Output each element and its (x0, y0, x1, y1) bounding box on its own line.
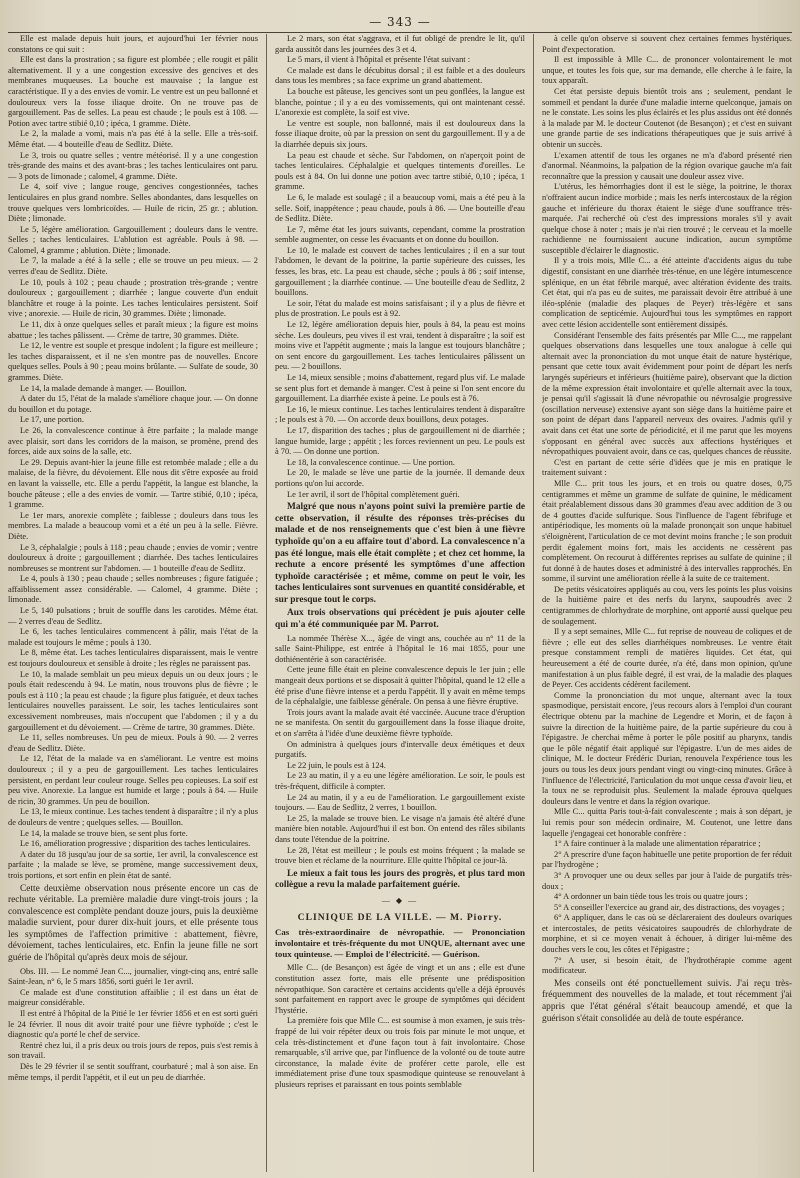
section-ornament: — ◆ — (381, 895, 419, 905)
page-number: — 343 — (369, 15, 431, 29)
paragraph: Le 18, la convalescence continue. — Une portion. (287, 457, 455, 467)
paragraph: Il est entré à l'hôpital de la Pitié le 1er février 1856 et en est sorti guéri le 24 février. Il nous dit avoir traité pour une fièvre typhoïde ; c'est le diagnostic qu'a porté le chef de service. (8, 1009, 258, 1040)
column-2 (275, 34, 525, 1172)
column-divider (266, 34, 267, 1172)
paragraph: Mlle C... (de Besançon) est âgée de vingt et un ans ; elle est d'une constitution assez forte, mais elle présente une prédisposition névropathique. Son caractère et certains accidents qu'elle a déjà éprouvés sont parfaitement en rapport avec le groupe de symptômes qui décident l'hystérie. (275, 963, 525, 1015)
paragraph: Le 13, le mieux continue. Les taches tendent à disparaître ; il n'y a plus de douleurs de ventre ; quelques selles. — Bouillon. (8, 807, 258, 827)
paragraph: La bouche est pâteuse, les gencives sont un peu gonflées, la langue est blanche, pointue ; il y a eu des vomissements, qui ont maintenant cessé. L'anorexie est complète, la soif est vive. (275, 86, 525, 118)
paragraph: Dès le 29 février il se sentit souffrant, courbaturé ; mal à son aise. En même temps, il perdit l'appétit, et il eut un peu de diarrhée. (8, 1062, 258, 1082)
paragraph: Le 26, la convalescence continue à être parfaite ; la malade mange avec plaisir, sort dans les corridors de la maison, se promène, prend des forces, aide aux soins de la salle, etc. (8, 425, 258, 457)
paragraph: A dater du 18 jusqu'au jour de sa sortie, 1er avril, la convalescence est parfaite ; la malade se lève, se promène, mange successivement deux, trois portions, et sort enfin en plein état de santé. (8, 849, 258, 880)
paragraph: Cette jeune fille était en pleine convalescence depuis le 1er juin ; elle mangeait deux portions et se disposait à quitter l'hôpital, quand le 12 elle a été prise d'une fièvre intense et a perdu l'appétit. Il y avait en même temps de la céphalalgie, une faiblesse générale. On pensa à une fièvre éruptive. (275, 665, 525, 707)
paragraph: Le 7, la malade a été à la selle ; elle se trouve un peu mieux. — 2 verres d'eau de Sedlitz. Diète. (8, 256, 258, 277)
paragraph: Le 20, le malade se lève une partie de la journée. Il demande deux portions qu'on lui accorde. (275, 468, 525, 488)
paragraph: Le 29. Depuis avant-hier la jeune fille est retombée malade ; elle a du malaise, de la fièvre, du dévoiement. Elle nous dit s'être exposée au froid en lavant la vaisselle, etc. Elle a perdu l'appétit, la langue est blanche, la bouche pâteuse ; elle a des envies de vomir. — Tartre stibié, 0,10 ; ipéca, 1 gramme. (8, 457, 258, 510)
paragraph: Le 17, disparition des taches ; plus de gargouillement ni de diarrhée ; langue humide, large ; appétit ; les forces reviennent un peu. Le pouls est à 70. — On donne une portion. (275, 425, 525, 457)
paragraph: On administra à quelques jours d'intervalle deux émétiques et deux purgatifs. (275, 739, 525, 760)
paragraph: Le 2, la malade a vomi, mais n'a pas été à la selle. Elle a très-soif. Même état. — 4 bouteille d'eau de Sedlitz. Diète. (8, 129, 258, 149)
paragraph: Malgré que nous n'ayons point suivi la première partie de cette observation, il résulte des réponses très-précises du malade et de nos renseignements que c'est bien à une fièvre typhoïde qu'on a eu affaire tout d'abord. La convalescence n'a pas été longue, mais elle était complète ; et chez cet homme, la rechute a encore présenté les symptômes d'une affection typhoïde caractérisée ; et même, comme on peut le voir, les taches lenticulaires sont survenues en quantité considérable, et sur presque tout le corps. (275, 502, 525, 605)
paragraph: Le 14, la malade se trouve bien, se sent plus forte. (20, 828, 188, 838)
paragraph: Mlle C... prit tous les jours, et en trois ou quatre doses, 0,75 centigrammes et même un gramme de sulfate de quinine, le médicament était préalablement dissous dans 30 grammes d'eau avec addition de 3 ou de 4 gouttes d'acide sulfurique. Sous l'influence de l'agent fébrifuge et antipériodique, les moments où la malade prononçait son unque habituel s'éloignèrent, l'articulation de ce mot devint moins franche ; le son produit perdit également moins fort, mais les accidents ne cessèrent pas complètement. On recourut à différentes reprises au sulfate de quinine ; il fut donné à de hautes doses et administré à des intervalles rapprochés. En somme, il survint une amélioration réelle à la suite de ce traitement. (542, 478, 792, 584)
section-subtitle: Cas très-extraordinaire de névropathie. — Prononciation involontaire et très-fréquente du mot UNQUE, alternant avec une toux quinteuse. — Emploi de l'électricité. — Guérison. (275, 927, 525, 959)
header-rule (8, 32, 792, 33)
paragraph: Le 11, dix à onze quelques selles et paraît mieux ; la figure est moins abattue ; les taches pâlissent. — Crème de tartre, 30 grammes. Diète. (8, 320, 258, 340)
paragraph: Le 1er avril, il sort de l'hôpital complètement guéri. (287, 489, 460, 499)
paragraph: L'utérus, les hémorrhagies dont il est le siège, la poitrine, le thorax n'offraient aucun indice morbide ; mais les nerfs intercostaux de la région gauche et inférieure du thorax étaient le siège d'une souffrance très-marquée. J'ai recherché où c'est des impressions morales s'il y avait quelque chose à noter ; mais je n'ai rien trouvé ; le cerveau et la moelle rachidienne ne fournissaient aucune indication, aucun symptôme susceptible d'éclairer le diagnostic. (542, 182, 792, 255)
paragraph: Le 6, les taches lenticulaires commencent à pâlir, mais l'état de la malade est toujours le même ; pouls à 130. (8, 627, 258, 647)
paragraph: Mes conseils ont été ponctuellement suivis. J'ai reçu très-fréquemment des nouvelles de la malade, et tout récemment j'ai appris que l'état général s'était beaucoup amendé, et que la guérison s'était consolidée au delà de toute espérance. (542, 978, 792, 1024)
paragraph: Le 1er mars, anorexie complète ; faiblesse ; douleurs dans tous les membres. La malade a beaucoup vomi et a été un peu à la selle. Fièvre. Diète. (8, 510, 258, 541)
paragraph: Considérant l'ensemble des faits présentés par Mlle C..., me rappelant quelques observations dans lesquelles une toux analogue à celle qui alternait avec la prononciation du mot unque était de nature hystérique, pensant que cette toux avait évidemment pour point de départ les nerfs laryngés supérieurs et inférieurs (huitième paire), observant que la diction de la même expression était involontaire et qu'elle alternait avec la toux, je pensai qu'il s'agissait là d'une névropathie ou névrosalgie progressive (oscillation nerveuse) extensive ayant son siège dans la huitième paire et son point de départ dans l'appareil nerveux des ovaires. J'admis qu'il y avait dans cet état une sorte de périodicité, et il me parut que les moyens s'opposant en général avec succès aux affections hystériques et névropathiques pouvaient avoir, dans ce cas, quelques chances de réussite. (542, 330, 792, 457)
column-3 (542, 34, 792, 1172)
paragraph: 6° A appliquer, dans le cas où se déclareraient des douleurs ovariques et intercostales, de petits vésicatoires saupoudrés de chlorhydrate de morphine, et si ce moyen venait à échouer, à diriger lui-même des douches vers le cou, les côtes et l'épigastre ; (542, 913, 792, 955)
paragraph: Cet état persiste depuis bientôt trois ans ; seulement, pendant le sommeil et pendant la durée d'une maladie interne quelconque, jamais on ne le constate. Les soins les plus éclairés et les plus assidus ont été donnés à la malade par M. le docteur Coutenot (de Besançon) ; et c'est en suivant une grande partie de ses indications thérapeutiques que je suis arrivé à obtenir un succès. (542, 86, 792, 149)
paragraph: Le 5, 140 pulsations ; bruit de souffle dans les carotides. Même état. — 2 verres d'eau de Sedlitz. (8, 606, 258, 626)
paragraph: Mlle C... quitta Paris tout-à-fait convalescente ; mais à son départ, je lui remis pour son médecin ordinaire, M. Coutenot, une lettre dans laquelle j'engageai cet honorable confrère : (542, 807, 792, 838)
paragraph: Le 16, amélioration progressive ; disparition des taches lenticulaires. (20, 839, 251, 849)
paragraph: Ce malade est dans le décubitus dorsal ; il est faible et a des douleurs dans tous les membres ; sa face exprime un grand abattement. (275, 65, 525, 86)
paragraph: Il y a trois mois, Mlle C... a été atteinte d'accidents aigus du tube digestif, consistant en une diarrhée très-ténue, en une légère intumescence splénique, en un état fébrile marqué, avec altération évidente des traits. Cet état, qui n'a pas eu de suites, me paraissait devoir être attribué à une iléo-splénie (maladie des plaques de Peyer) très-légère et sans complication de septicémie. Aujourd'hui tous les symptômes en rapport avec cette lésion accidentelle sont entièrement dissipés. (542, 256, 792, 330)
paragraph: La peau est chaude et sèche. Sur l'abdomen, on n'aperçoit point de taches lenticulaires. Céphalalgie et quelques tintements d'oreilles. Le pouls est à 84. On lui donne une potion avec tartre stibié, 0,10 ; ipéca, 1 gramme. (275, 150, 525, 192)
paragraph: 7° A user, si besoin était, de l'hydrothérapie comme agent modificateur. (542, 955, 792, 976)
paragraph: Le 6, le malade est soulagé ; il a beaucoup vomi, mais a été peu à la selle. Soif, inappétence ; peau chaude, pouls à 86. — Une bouteille d'eau de Sedlitz. Diète. (275, 192, 525, 224)
paragraph: Rentré chez lui, il a pris deux ou trois jours de repos, puis s'est remis à son travail. (8, 1040, 258, 1061)
paragraph: Le 16, le mieux continue. Les taches lenticulaires tendent à disparaître ; le pouls est à 70. — On accorde deux bouillons, deux potages. (275, 404, 525, 425)
paragraph: C'est en partant de cette série d'idées que je mis en pratique le traitement suivant : (542, 457, 792, 478)
paragraph: Le 28, l'état est meilleur ; le pouls est moins fréquent ; la malade se trouve bien et réclame de la nourriture. Elle quitte l'hôpital ce jour-là. (275, 845, 525, 866)
column-1 (8, 34, 258, 1172)
paragraph: Le 25, la malade se trouve bien. Le visage n'a jamais été altéré d'une manière bien notable. Aujourd'hui il est bon. On entend des râles sibilants dans toute l'étendue de la poitrine. (275, 813, 525, 844)
paragraph: Le 11, selles nombreuses. Un peu de mieux. Pouls à 90. — 2 verres d'eau de Sedlitz. Diète. (8, 733, 258, 753)
column-divider (533, 34, 534, 1172)
paragraph: Le 24 au matin, il y a eu de l'amélioration. Le gargouillement existe toujours. — Eau de Sedlitz, 2 verres, 1 bouillon. (275, 792, 525, 813)
paragraph: 5° A conseiller l'exercice au grand air, des distractions, des voyages ; (554, 902, 785, 912)
paragraph: Le mieux a fait tous les jours des progrès, et plus tard mon collègue a revu la malade parfaitement guérie. (275, 868, 525, 891)
paragraph: Le soir, l'état du malade est moins satisfaisant ; il y a plus de fièvre et plus de prostration. Le pouls est à 92. (275, 298, 525, 319)
paragraph: Comme la prononciation du mot unque, alternant avec la toux spasmodique, persistait encore, j'eus recours alors à l'emploi d'un courant électrique obtenu par la machine de Legendre et Morin, et de façon à suivre la direction de la huitième paire, de la partie supérieure du cou à l'épigastre. Je cherchai même à porter le pôle positif au pharynx, tandis que le pôle négatif était appliqué sur l'épigastre. L'un de mes aides de clinique, M. le docteur Frédéric Durian, renouvela l'expérience tous les jours ou tous les deux jours pendant vingt ou vingt-cinq minutes. Grâce à l'influence de l'électricité, l'articulation du mot unque cessa d'avoir lieu, et la toux ne se reproduisit plus. Seulement la malade éprouva quelques douleurs dans le ventre et dans la région ovarique. (542, 690, 792, 806)
paragraph: 4° A ordonner un bain tiède tous les trois ou quatre jours ; (554, 892, 748, 902)
paragraph: Le 10, le malade est couvert de taches lenticulaires ; il en a sur tout l'abdomen, le devant de la poitrine, la partie supérieure des cuisses, les fesses, les bras, etc. La peau est chaude, sèche ; pouls à 86 ; soif intense, gargouillement ; la diarrhée continue. — Une bouteille d'eau de Sedlitz, 2 bouillons. (275, 245, 525, 298)
paragraph: Trois jours avant la malade avait été vaccinée. Aucune trace d'éruption ne se manifesta. On sentit du gargouillement dans la fosse iliaque droite, et on s'arrêta à l'idée d'une deuxième fièvre typhoïde. (275, 707, 525, 738)
paragraph: Le 10, la malade semblait un peu mieux depuis un ou deux jours ; le pouls était redescendu à 94. Le matin, nous trouvons plus de fièvre ; le pouls est à 110 ; la peau est chaude ; la figure plus fatiguée, et deux taches lenticulaires nouvelles paraissent. Le soir, les taches lenticulaires sont excessivement nombreuses, mais n'occupent que l'abdomen ; il y a du gargouillement et du dévoiement. — Crème de tartre, 30 grammes. Diète. (8, 669, 258, 732)
paragraph: Le 17, une portion. (20, 415, 84, 425)
paragraph: Elle est malade depuis huit jours, et aujourd'hui 1er février nous constatons ce qui suit : (8, 34, 258, 54)
paragraph: 3° A provoquer une ou deux selles par jour à l'aide de purgatifs très-doux ; (542, 870, 792, 891)
paragraph: 1° A faire continuer à la malade une alimentation réparatrice ; (554, 839, 761, 849)
paragraph: La première fois que Mlle C... est soumise à mon examen, je suis très-frappé de lui voir répéter deux ou trois fois par minute le mot unque, et cela très-distinctement et d'une façon tout à fait involontaire. Chose remarquable, s'il arrive que, par l'influence de la volonté ou de toute autre circonstance, la malade évite de proférer cette parole, elle est immédiatement prise d'une toux spasmodique quinteuse se renouvelant à plusieurs reprises et paraissant en tous points semblable (275, 1016, 525, 1090)
paragraph: Il y a sept semaines, Mlle C... fut reprise de nouveau de coliques et de fièvre ; elle eut des selles diarrhéiques nombreuses. Le ventre était presque constamment rempli de matières liquides. Cet état, qui heureusement a été de courte durée, n'a été, dans mon opinion, qu'une manifestation à un plus faible degré, il est vrai, de la maladie des plaques de Peyer. Ces accidents cédèrent facilement. (542, 627, 792, 690)
paragraph: Le 2 mars, son état s'aggrava, et il fut obligé de prendre le lit, qu'il garda aussitôt dans les journées des 3 et 4. (275, 34, 525, 54)
paragraph: Le 23 au matin, il y a eu une légère amélioration. Le soir, le pouls est très-fréquent, difficile à compter. (275, 771, 525, 791)
text-columns (8, 34, 792, 1172)
paragraph: Le 4, soif vive ; langue rouge, gencives congestionnées, taches lenticulaires en plus grand nombre. Selles abondantes, dans lesquelles on trouve quelques vers lombricoïdes. — Huile de ricin, 25 gr. ; ablution. Diète ; limonade. (8, 182, 258, 224)
paragraph: La nommée Thérèse X..., âgée de vingt ans, couchée au n° 11 de la salle Saint-Philippe, est entrée à l'hôpital le 16 mai 1855, pour une dothiénentérie à son caractérisée. (275, 633, 525, 664)
paragraph: Cette deuxième observation nous présente encore un cas de rechute véritable. La première maladie dure vingt-trois jours ; la convalescence est complète pendant douze jours, puis la deuxième maladie survient, pour durer dix-huit jours, et elle présente tous les symptômes de l'affection primitive : abattement, fièvre, dévoiement, taches lenticulaires, etc. Enfin la jeune fille ne sort guérie de l'hôpital qu'après deux mois de séjour. (8, 883, 258, 964)
paragraph: Le 8, même état. Les taches lenticulaires disparaissent, mais le ventre est toujours douloureux et sensible à droite ; les règles ne paraissent pas. (8, 648, 258, 669)
paragraph: L'examen attentif de tous les organes ne m'a d'abord présenté rien d'anormal. Néanmoins, la palpation de la région ovarique gauche m'a fait reconnaître que la pression y causait une douleur assez vive. (542, 150, 792, 181)
paragraph: Le 12, légère amélioration depuis hier, pouls à 84, la peau est moins sèche. Les douleurs, peu vives il est vrai, tendent à disparaître ; la soif est moins vive et l'appétit augmente ; mais la langue est toujours blanchâtre ; on sent encore du gargouillement. Les taches lenticulaires pâlissent un peu. — 2 bouillons. (275, 320, 525, 372)
paragraph: Ce malade est d'une constitution affaiblie ; il est dans un état de maigreur considérable. (8, 987, 258, 1008)
paragraph: Il est impossible à Mlle C... de prononcer volontairement le mot unque, et toutes les fois que, sur ma demande, elle cherche à le faire, la toux apparaît. (542, 55, 792, 86)
paragraph: Le 5 mars, il vient à l'hôpital et présente l'état suivant : (287, 55, 471, 65)
paragraph: Le 4, pouls à 130 ; peau chaude ; selles nombreuses ; figure fatiguée ; affaiblissement assez considérable. — Calomel, 4 gramme. Diète ; limonade. (8, 574, 258, 605)
paragraph: Le 22 juin, le pouls est à 124. (287, 760, 386, 770)
paragraph: Le 5, légère amélioration. Gargouillement ; douleurs dans le ventre. Selles ; taches lenticulaires. L'ablution est agréable. Pouls à 98. — Calomel, 4 gramme ; ablution. Diète ; limonade. (8, 224, 258, 255)
paragraph: Le 3, trois ou quatre selles ; ventre météorisé. Il y a une congestion très-grande des mains et des avant-bras ; les taches lenticulaires ont paru. — 3 pots de limonade ; calomel, 4 gramme. Diète. (8, 150, 258, 181)
paragraph: De petits vésicatoires appliqués au cou, vers les points les plus voisins de la huitième paire et des nerfs du larynx, saupoudrés avec 2 centigrammes de chlorhydrate de morphine, ont apporté aussi quelque peu de soulagement. (542, 584, 792, 626)
paragraph: Le 7, même état les jours suivants, cependant, comme la prostration semble augmenter, on cesse les évacuants et on donne du bouillon. (275, 224, 525, 245)
paragraph: Le 3, céphalalgie ; pouls à 118 ; peau chaude ; envies de vomir ; ventre douloureux à droite ; gargouillement ; diarrhée. Des taches lenticulaires nombreuses se montrent sur l'abdomen. — 1 bouteille d'eau de Sedlitz. (8, 542, 258, 573)
paragraph: Le 14, la malade demande à manger. — Bouillon. (20, 383, 187, 393)
paragraph: Aux trois observations qui précèdent je puis ajouter celle qui m'a été communiquée par M. Parrot. (275, 608, 525, 631)
paragraph: Obs. III. — Le nommé Jean C..., journalier, vingt-cinq ans, entré salle Saint-Jean, n° 6, le 5 mars 1856, sorti guéri le 1er avril. (8, 966, 258, 987)
paragraph: A dater du 15, l'état de la malade s'améliore chaque jour. — On donne du bouillon et du potage. (8, 394, 258, 414)
paragraph: Le 10, pouls à 102 ; peau chaude ; prostration très-grande ; ventre douloureux ; gargouillement ; diarrhée ; langue couverte d'un enduit blanchâtre et rouge à la pointe. Les taches lenticulaires persistent. Soif vive ; anorexie. — Huile de ricin, 30 grammes. Diète ; limonade. (8, 277, 258, 319)
paragraph: Elle est dans la prostration ; sa figure est plombée ; elle rougit et pâlit alternativement. Il y a une congestion excessive des gencives et des membranes muqueuses. La bouche est mauvaise ; la langue est caractéristique. Il y a des envies de vomir. Le ventre est un peu ballonné et douloureux vers la fosse iliaque droite. On ne trouve pas de gargouillement. Pas de selles. La peau est chaude ; le pouls est à 108. — Potion avec tartre stibié 0,10 ; ipéca, 1 gramme. Diète. (8, 55, 258, 128)
paragraph: à celle qu'on observe si souvent chez certaines femmes hystériques. Point d'expectoration. (542, 34, 792, 54)
paragraph: Le 12, l'état de la malade va en s'améliorant. Le ventre est moins douloureux ; il y a peu de gargouillement. Les taches lenticulaires persistent, en perdant leur couleur rouge. Selles peu copieuses. La soif est peu vive. Anorexie. La langue est humide et large ; pouls à 84. — Huile de ricin, 30 grammes. Un peu de bouillon. (8, 754, 258, 806)
paragraph: 2° A prescrire d'une façon habituelle une petite proportion de fer réduit par l'hydrogène ; (542, 849, 792, 870)
section-title: CLINIQUE DE LA VILLE. — M. Piorry. (297, 911, 503, 923)
paragraph: Le ventre est souple, non ballonné, mais il est douloureux dans la fosse iliaque droite, où par la pression on sent du gargouillement. Il y a de la diarrhée depuis six jours. (275, 118, 525, 149)
page-header (8, 10, 792, 34)
paragraph: Le 12, le ventre est souple et presque indolent ; la figure est meilleure ; les taches disparaissent, et il ne s'en montre pas de nouvelles. Encore quelques selles. Pouls à 90 ; peau moins brûlante. — Sulfate de soude, 30 grammes. Diète. (8, 341, 258, 382)
paragraph: Le 14, mieux sensible ; moins d'abattement, regard plus vif. Le malade se sent plus fort et demande à manger. C'est à peine si l'on sent encore du gargouillement. La diarrhée existe à peine. Le pouls est à 76. (275, 373, 525, 404)
